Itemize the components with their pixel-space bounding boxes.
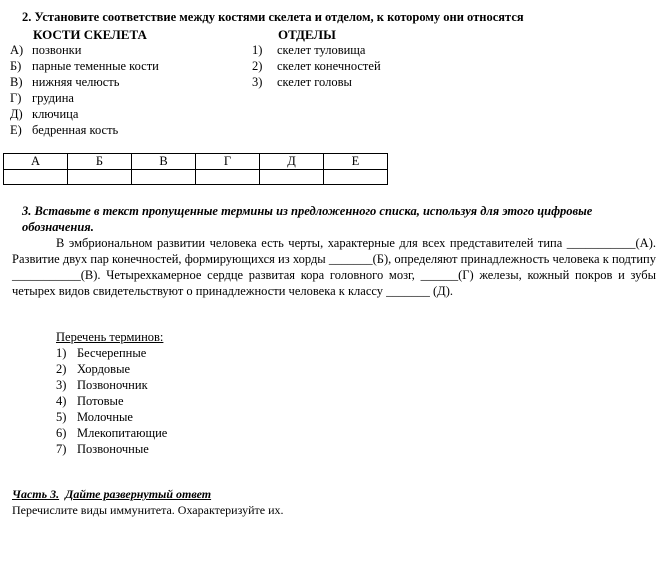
item-text: Потовые [77,394,124,408]
item-label: В) [10,75,23,89]
list-item [56,426,167,441]
item-text: Молочные [77,410,133,424]
list-item [56,442,149,457]
answer-col-a: А [4,154,68,170]
answer-cell[interactable] [68,170,132,185]
item-text: скелет туловища [277,43,366,57]
item-number: 3) [252,75,263,89]
item-number: 4) [56,394,67,408]
answer-col-e: Е [324,154,388,170]
answer-cell[interactable] [196,170,260,185]
item-text: позвонки [32,43,82,57]
list-item [10,107,78,122]
answer-cell[interactable] [260,170,324,185]
list-item [56,362,130,377]
list-item [252,75,352,90]
fill-in-paragraph: В эмбриональном развитии человека есть черты, характерные для всех представителей типа ___________(А). Развитие двух пар конечностей, формирующихся из хорды _______(Б), определяют принадлежность человека к подтипу ___________(В). Четырехкамерное сердце развитая кора головного мозг, ______(Г) железы, кожный покров и зубы четырех видов свидетельствуют о принадлежности человека к классу _______ (Д). [12,236,656,298]
part-3-heading [12,487,211,502]
item-number: 7) [56,442,67,456]
bones-column-header: КОСТИ СКЕЛЕТА [33,27,147,42]
item-label: Д) [10,107,23,121]
list-item [56,346,146,361]
list-item [10,91,74,106]
list-item [252,43,365,58]
part-3-task: Перечислите виды иммунитета. Охарактеризуйте их. [12,503,284,517]
list-item [10,43,81,58]
list-item [56,394,124,409]
item-text: ключица [32,107,79,121]
item-label: Б) [10,59,22,73]
list-item [10,75,119,90]
item-text: Позвоночник [77,378,148,392]
item-label: А) [10,43,24,57]
answer-table-input-row [4,170,388,185]
item-text: Бесчерепные [77,346,147,360]
item-text: скелет головы [277,75,352,89]
question-2-title: 2. Установите соответствие между костями скелета и отделом, к которому они относятся [22,10,524,24]
sections-column-header: ОТДЕЛЫ [278,27,336,42]
answer-table-header-row [4,154,388,170]
item-label: Е) [10,123,22,137]
item-text: парные теменные кости [32,59,159,73]
answer-col-g: Г [196,154,260,170]
item-number: 5) [56,410,67,424]
list-item [10,123,118,138]
part-3-title: Дайте развернутый ответ [65,487,212,501]
answer-cell[interactable] [4,170,68,185]
item-number: 3) [56,378,67,392]
answer-col-d: Д [260,154,324,170]
item-text: грудина [32,91,74,105]
item-text: Позвоночные [77,442,149,456]
answer-table [3,153,388,185]
list-item [252,59,381,74]
item-text: Млекопитающие [77,426,168,440]
list-item [56,378,148,393]
item-text: бедренная кость [32,123,119,137]
item-number: 2) [56,362,67,376]
answer-cell[interactable] [132,170,196,185]
item-number: 2) [252,59,263,73]
item-text: Хордовые [77,362,131,376]
list-item [56,410,133,425]
terms-list-header: Перечень терминов: [56,330,164,344]
item-number: 6) [56,426,67,440]
part-3-label: Часть 3. [12,487,60,501]
item-text: скелет конечностей [277,59,381,73]
item-text: нижняя челюсть [32,75,120,89]
item-label: Г) [10,91,22,105]
answer-col-b: Б [68,154,132,170]
answer-cell[interactable] [324,170,388,185]
list-item [10,59,159,74]
item-number: 1) [56,346,67,360]
item-number: 1) [252,43,263,57]
question-3-title: 3. Вставьте в текст пропущенные термины из предложенного списка, используя для этого цифровые обозначения. [22,204,593,234]
answer-col-v: В [132,154,196,170]
